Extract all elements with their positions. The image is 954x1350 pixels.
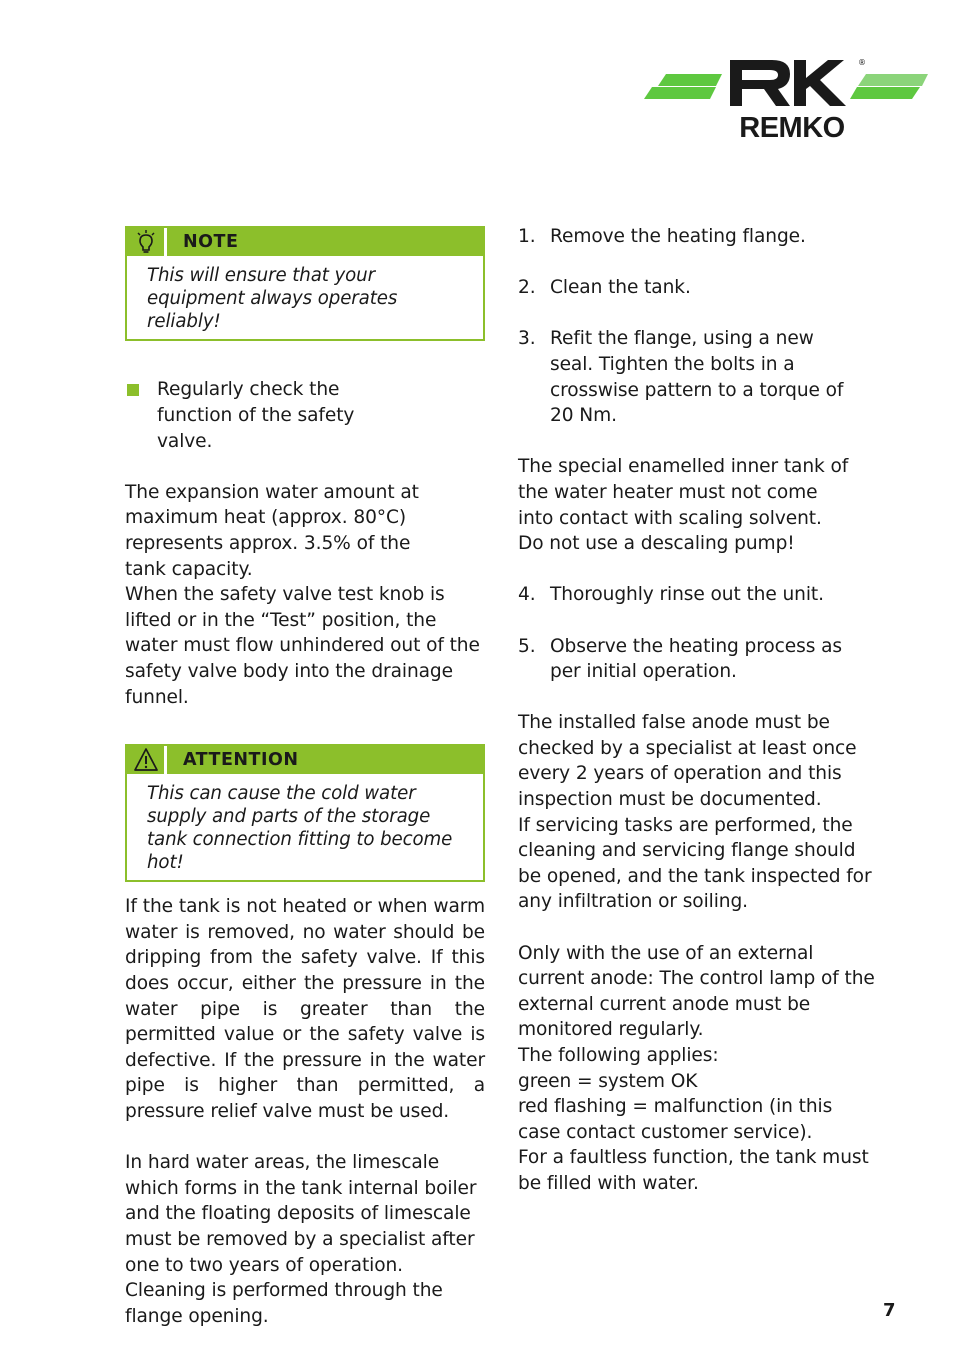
note-box (125, 226, 485, 341)
bullet-item (125, 377, 485, 454)
left-column (125, 226, 485, 1329)
limescale-paragraph: In hard water areas, the limescale which forms in the tank internal boiler and the floating deposits of limescale must be removed by a specialist after one to two years of operation. Cleaning is performed through the flange opening. (125, 1152, 477, 1327)
attention-text: This can cause the cold water supply and parts of the storage tank connection fitting to become hot! (147, 783, 453, 873)
faultless-line: For a faultless function, the tank must be filled with water. (518, 1147, 869, 1194)
enamel-paragraph: The special enamelled inner tank of the water heater must not come into contact with scaling solvent. (518, 456, 849, 529)
step-3: 3. Refit the flange, using a new seal. Tighten the bolts in a crosswise pattern to a torque of 20 Nm. (518, 328, 844, 427)
warning-icon (127, 746, 167, 774)
note-title: NOTE (183, 232, 239, 252)
external-anode-paragraph: Only with the use of an external current anode: The control lamp of the external current anode must be monitored regularly. (518, 942, 875, 1041)
lightbulb-icon (127, 228, 167, 256)
test-knob-paragraph: When the safety valve test knob is lifted or in the “Test” position, the water must flow unhindered out of the safety valve body into the drainage funnel. (125, 584, 480, 708)
registered-mark: ® (858, 58, 866, 67)
servicing-paragraph: If servicing tasks are performed, the cleaning and servicing flange should be opened, and the tank inspected for any infiltration or soiling. (518, 814, 872, 913)
page-number: 7 (883, 1300, 896, 1321)
logo-wordmark: REMKO (739, 112, 845, 142)
descaling-warning: Do not use a descaling pump! (518, 533, 795, 555)
step-4: 4. Thoroughly rinse out the unit. (518, 584, 824, 606)
attention-header (127, 746, 483, 774)
remko-logo (644, 56, 934, 142)
expansion-paragraph: The expansion water amount at maximum heat (approx. 80°C) represents approx. 3.5% of the tank capacity. (125, 481, 419, 580)
step-5: 5. Observe the heating process as per initial operation. (518, 635, 843, 683)
note-header (127, 228, 483, 256)
note-text: This will ensure that your equipment always operates reliably! (147, 265, 398, 332)
bullet-text: Regularly check the function of the safety valve. (157, 379, 355, 452)
step-2: 2. Clean the tank. (518, 277, 691, 299)
anode-paragraph: The installed false anode must be checked by a specialist at least once every 2 years of operation and this inspection must be documented. (518, 712, 857, 811)
attention-box (125, 744, 485, 882)
bullet-square-icon (127, 384, 139, 396)
right-column (518, 224, 878, 1197)
green-line: green = system OK (518, 1070, 698, 1092)
dripping-paragraph: If the tank is not heated or when warm water is removed, no water should be dripping from the safety valve. If this does occur, either the pressure in the water pipe is greater than the permitted value or the safety valve is defective. If the pressure in the water pipe is higher than permitted, a pressure relief valve must be used. (125, 896, 485, 1123)
step-1: 1. Remove the heating flange. (518, 226, 806, 247)
red-line: red flashing = malfunction (in this case contact customer service). (518, 1096, 833, 1143)
applies-line: The following applies: (518, 1045, 719, 1066)
attention-title: ATTENTION (183, 750, 299, 771)
